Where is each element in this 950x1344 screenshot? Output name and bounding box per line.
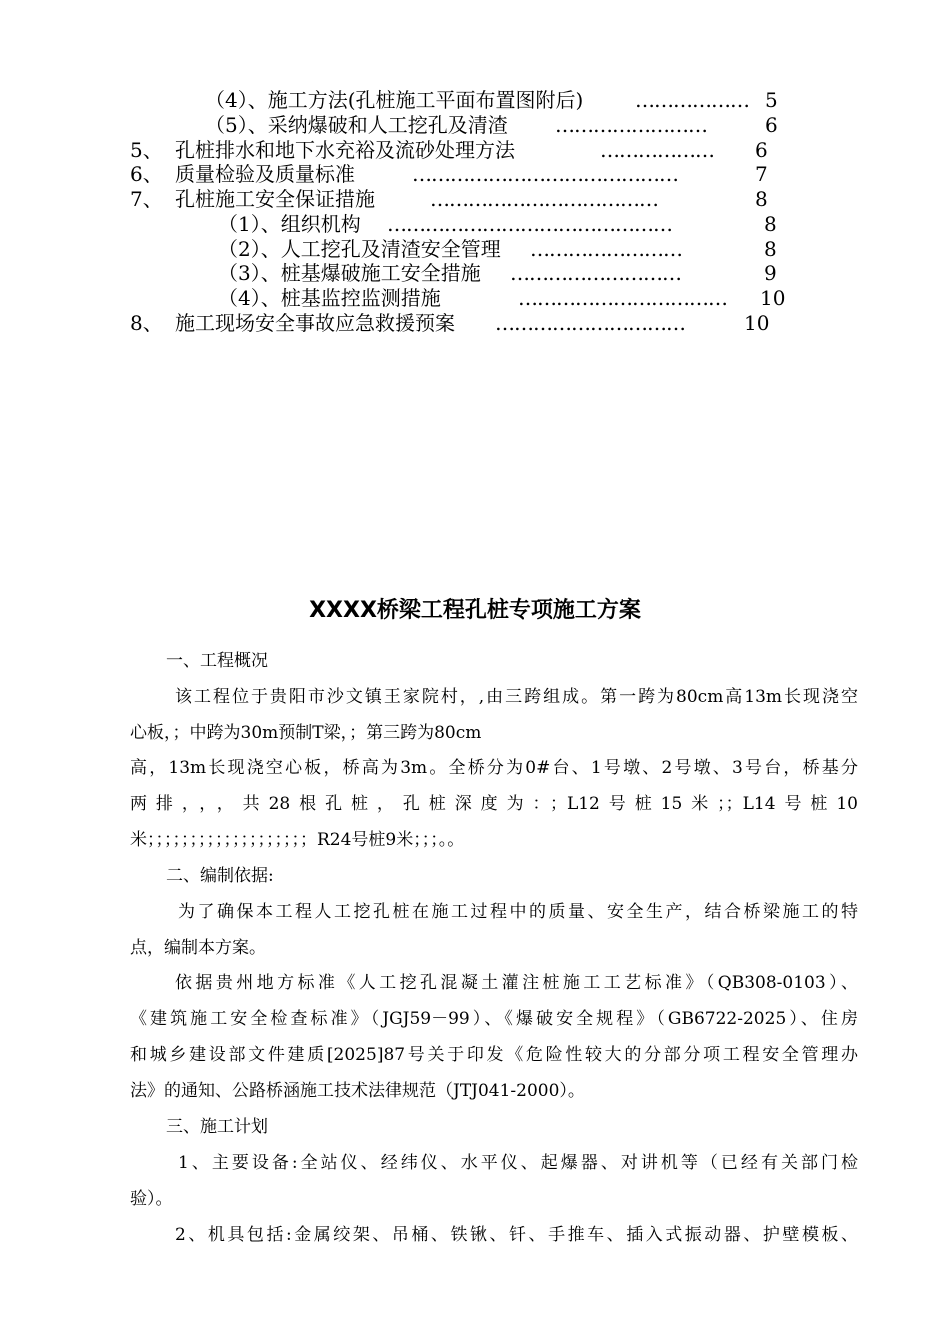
toc-label: （4）、施工方法(孔桩施工平面布置图附后) [205,88,584,112]
paragraph-line: 依据贵州地方标准《人工挖孔混凝土灌注桩施工工艺标准》（QB308-0103）、 [175,973,858,993]
paragraph-line: 2、机具包括:金属绞架、吊桶、铁锹、钎、手推车、插入式振动器、护壁模板、 [175,1225,858,1245]
toc-entry [0,112,950,138]
paragraph-line: 该工程位于贵阳市沙文镇王家院村，,由三跨组成。第一跨为80cm高13m长现浇空 [175,687,858,707]
paragraph-line: 高，13m长现浇空心板，桥高为3m。全桥分为0#台、1号墩、2号墩、3号台，桥基分 [130,758,858,778]
paragraph-line: 和城乡建设部文件建质[2025]87号关于印发《危险性较大的分部分项工程安全管理办 [130,1045,858,1065]
toc-page: 6 [765,113,778,137]
toc-label: （5）、采纳爆破和人工挖孔及清渣 [205,113,508,137]
toc-leader: ……………………… [510,261,681,285]
toc-label: 质量检验及质量标准 [175,162,355,186]
toc-leader: ……………………………………… [387,212,672,236]
toc-leader: …………………… [530,237,682,261]
toc-page: 7 [755,162,768,186]
toc-page: 5 [765,88,778,112]
section-heading: 一、工程概况 [166,651,268,671]
toc-leader: ………………………… [495,311,685,335]
paragraph-line: 米；；；；；；；；；；；；；；；；；；；R24号桩9米；；；。。 [130,830,465,850]
toc-leader: ……………… [600,138,714,162]
toc-page: 8 [755,187,768,211]
toc-leader: …………………………… [518,286,727,310]
paragraph-line: 验）。 [130,1189,173,1209]
toc-label: （2）、人工挖孔及清渣安全管理 [218,237,501,261]
toc-page: 6 [755,138,768,162]
section-heading: 三、施工计划 [166,1117,268,1137]
toc-leader: ……………… [635,88,749,112]
toc-leader: …………………… [555,113,707,137]
toc-number: 5、 [130,138,163,162]
toc-label: （3）、桩基爆破施工安全措施 [218,261,481,285]
toc-number: 6、 [130,162,163,186]
toc-entry [0,211,950,237]
toc-entry [0,285,950,311]
document-title: XXXX桥梁工程孔桩专项施工方案 [309,598,641,623]
toc-number: 7、 [130,187,163,211]
toc-leader: …………………………………… [412,162,678,186]
toc-entry [0,186,950,212]
toc-entry [0,260,950,286]
toc-page: 8 [764,212,777,236]
toc-label: 施工现场安全事故应急救援预案 [175,311,455,335]
toc-label: 孔桩施工安全保证措施 [175,187,375,211]
paragraph-line: 为了确保本工程人工挖孔桩在施工过程中的质量、安全生产，结合桥梁施工的特 [178,902,858,922]
toc-label: 孔桩排水和地下水充裕及流砂处理方法 [175,138,515,162]
paragraph-line: 法》的通知、公路桥涵施工技术法律规范（JTJ041-2000）。 [130,1081,585,1101]
paragraph-line: 心板，；中跨为30m预制T梁，；第三跨为80cm [130,723,482,743]
toc-page: 10 [744,311,770,335]
toc-page: 8 [764,237,777,261]
toc-page: 10 [760,286,786,310]
paragraph-line: 《建筑施工安全检查标准》（JGJ59－99）、《爆破安全规程》（GB6722-2025）、住房 [130,1009,858,1029]
toc-entry [0,310,950,336]
section-heading: 二、编制依据: [166,866,274,886]
paragraph-line: 两排，，，共28根孔桩，孔桩深度为：；L12号桩15米；；L14号桩10 [130,794,858,814]
paragraph-line: 点，编制本方案。 [130,938,266,958]
toc-page: 9 [764,261,777,285]
toc-leader: ……………………………… [430,187,658,211]
toc-entry [0,236,950,262]
toc-label: （1）、组织机构 [218,212,361,236]
toc-entry [0,137,950,163]
toc-entry [0,87,950,113]
toc-number: 8、 [130,311,163,335]
toc-entry [0,161,950,187]
paragraph-line: 1、主要设备:全站仪、经纬仪、水平仪、起爆器、对讲机等（已经有关部门检 [178,1153,858,1173]
toc-label: （4）、桩基监控监测措施 [218,286,441,310]
